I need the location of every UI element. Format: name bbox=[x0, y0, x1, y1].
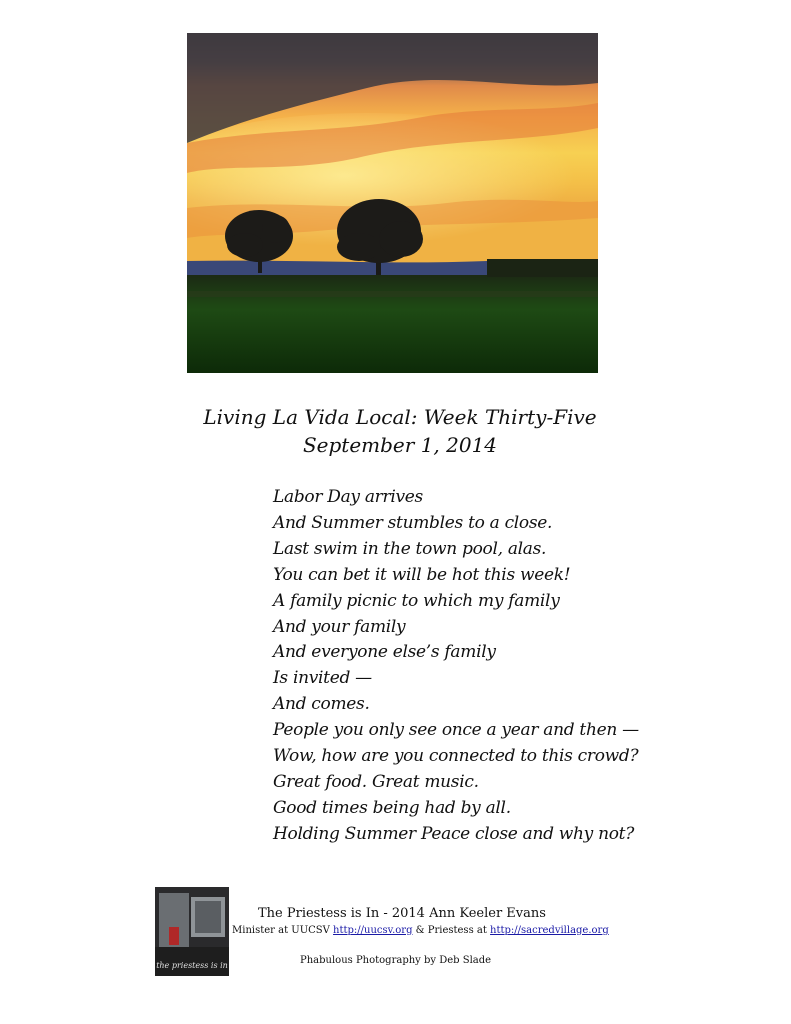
poem-line: Good times being had by all. bbox=[273, 797, 511, 818]
poem-line: And everyone else’s family bbox=[273, 642, 496, 663]
photo-credit: Phabulous Photography by Deb Slade bbox=[300, 955, 492, 966]
footer-minister-text: Minister at UUCSV bbox=[232, 925, 334, 936]
poem-line: A family picnic to which my family bbox=[273, 590, 560, 611]
sunset-photo bbox=[187, 33, 598, 373]
poem-line: And Summer stumbles to a close. bbox=[273, 512, 553, 533]
footer-priestess-text: & Priestess at bbox=[412, 925, 491, 936]
footer-links bbox=[232, 925, 609, 936]
poem-line: And comes. bbox=[273, 694, 370, 715]
poem-line: People you only see once a year and then — bbox=[273, 720, 639, 741]
page-date: September 1, 2014 bbox=[302, 433, 498, 457]
poem-line: Is invited — bbox=[273, 668, 372, 689]
footer-credit: The Priestess is In - 2014 Ann Keeler Evans bbox=[258, 906, 546, 921]
poem bbox=[273, 485, 639, 848]
poem-line: Great food. Great music. bbox=[273, 771, 479, 792]
svg-text:the priestess is in: the priestess is in bbox=[156, 961, 228, 970]
uucsv-link[interactable]: http://uucsv.org bbox=[333, 925, 413, 936]
page-title: Living La Vida Local: Week Thirty-Five bbox=[203, 405, 597, 429]
poem-line: Wow, how are you connected to this crowd? bbox=[273, 746, 639, 767]
poem-line: Last swim in the town pool, alas. bbox=[273, 538, 547, 559]
poem-line: Holding Summer Peace close and why not? bbox=[273, 823, 635, 844]
priestess-logo-image bbox=[155, 887, 229, 976]
poem-line: You can bet it will be hot this week! bbox=[273, 564, 571, 585]
poem-line: And your family bbox=[273, 616, 406, 637]
poem-line: Labor Day arrives bbox=[273, 487, 423, 507]
sacredvillage-link[interactable]: http://sacredvillage.org bbox=[490, 925, 609, 936]
